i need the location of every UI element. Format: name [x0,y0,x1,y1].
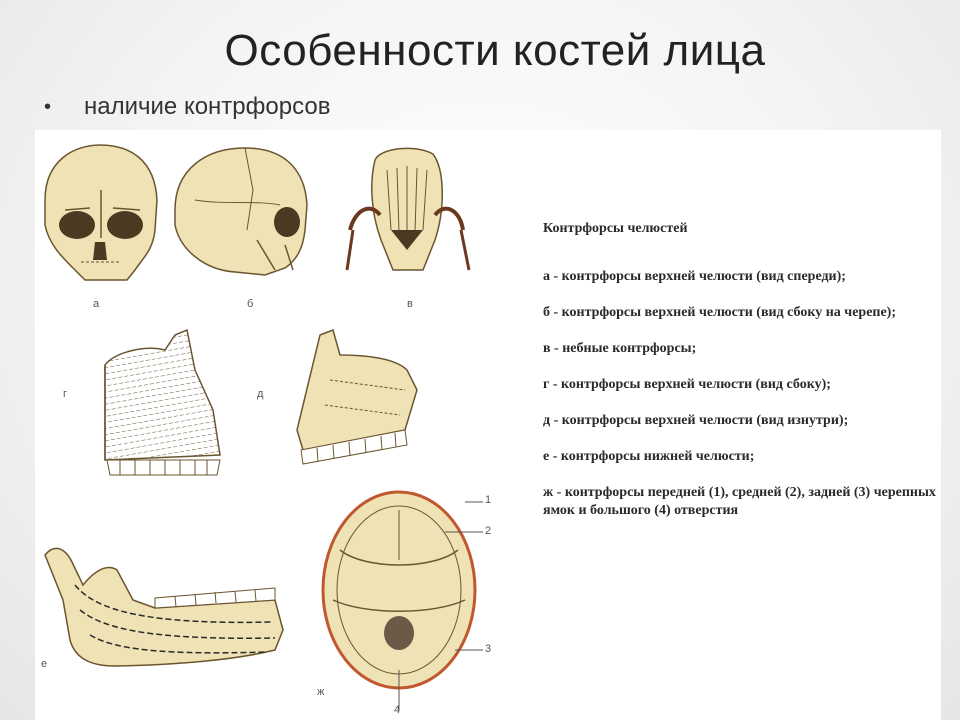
bullet-item [44,93,330,121]
legend-item-e: е - контрфорсы нижней челюсти; [543,449,755,464]
bullet-text: наличие контрфорсов [84,93,331,120]
figure-a-skull-front [45,145,157,280]
legend-item-g: г - контрфорсы верхней челюсти (вид сбоку); [543,377,831,392]
legend-item-zh: ж - контрфорсы передней (1), средней (2), задней (3) черепных ямок и большого (4) отверстия [543,485,936,518]
figure-d-maxilla-inner [297,330,417,464]
label-3: 3 [485,643,492,655]
figure-g-maxilla-side [105,330,220,475]
figure-v-palate [347,148,469,270]
label-d: д [257,388,264,400]
legend-item-v: в - небные контрфорсы; [543,341,697,356]
label-zh: ж [317,686,325,698]
label-a: а [93,298,100,310]
legend-item-b: б - контрфорсы верхней челюсти (вид сбоку на черепе); [543,305,897,320]
figure-b-skull-side [175,148,307,275]
figure-legend [543,220,943,538]
anatomy-plate [35,130,941,720]
label-4: 4 [394,704,401,716]
figure-zh-skull-base [323,492,483,710]
legend-item-d: д - контрфорсы верхней челюсти (вид изнутри); [543,413,849,428]
legend-item-a: а - контрфорсы верхней челюсти (вид спереди); [543,269,846,284]
label-g: г [63,388,68,400]
label-v: в [407,298,413,310]
label-b: б [247,298,254,310]
bullet-dot: • [44,96,52,118]
label-e: е [41,658,48,670]
figure-e-mandible [45,548,283,666]
label-2: 2 [485,525,492,537]
label-1: 1 [485,494,492,506]
legend-title: Контрфорсы челюстей [543,221,688,236]
slide-title: Особенности костей лица [224,26,766,75]
